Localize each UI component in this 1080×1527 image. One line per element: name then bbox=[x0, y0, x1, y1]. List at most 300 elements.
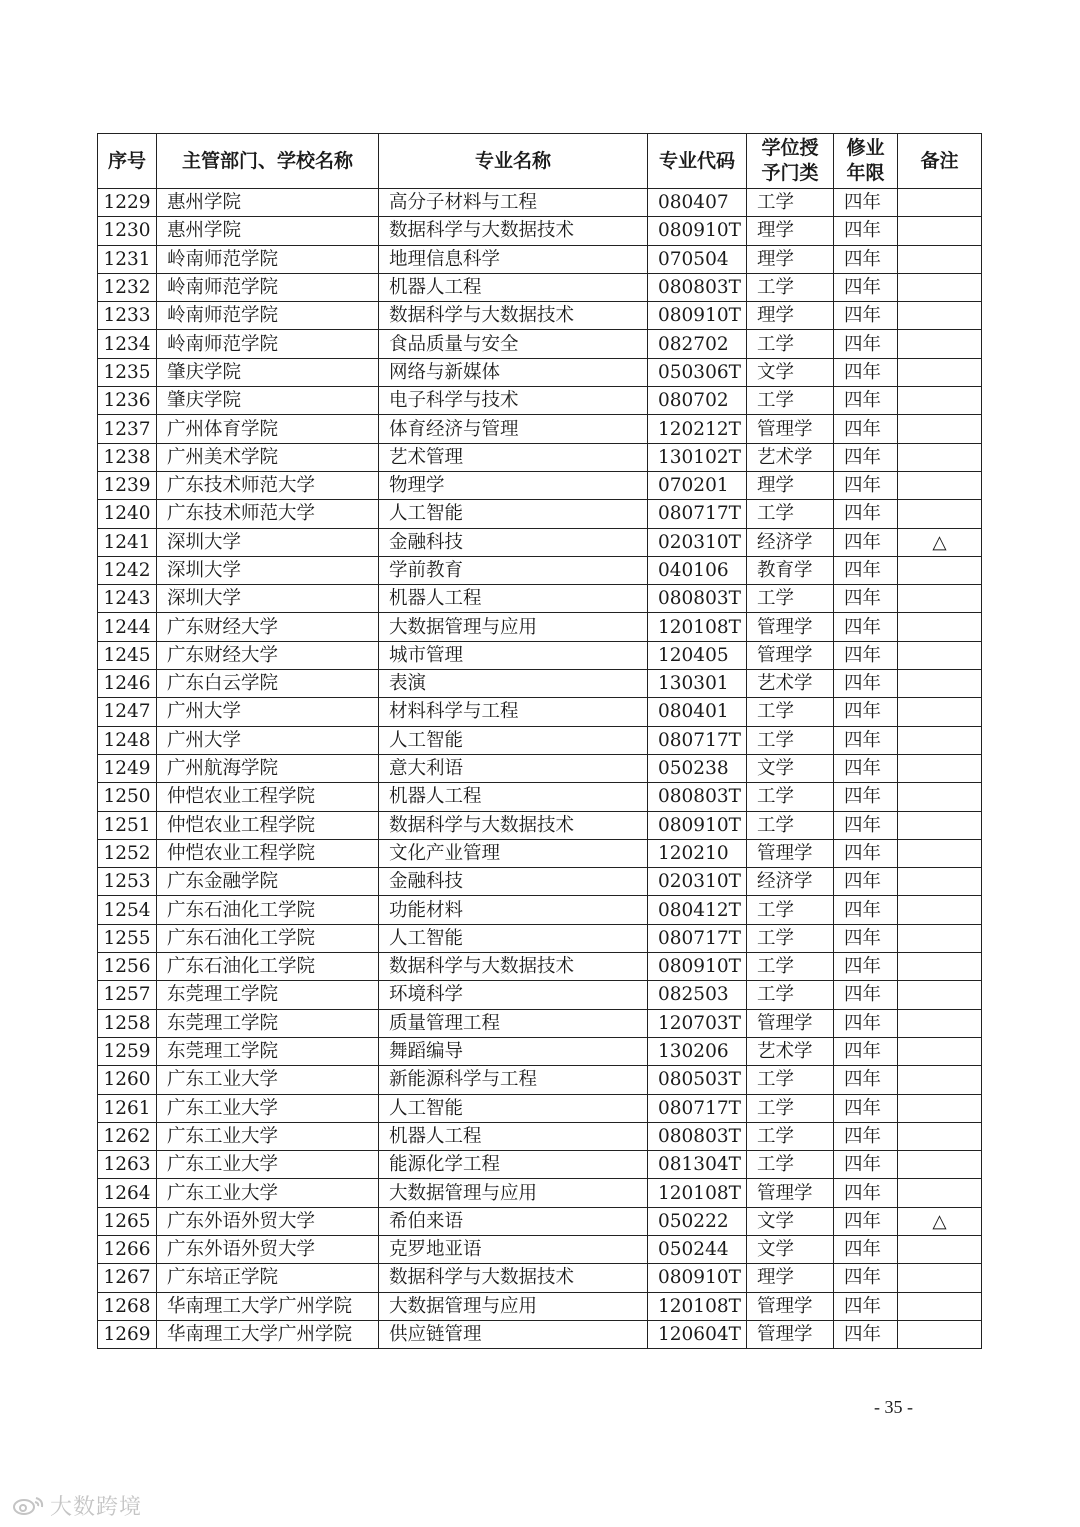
cell-code: 080803T bbox=[648, 783, 747, 811]
cell-category: 艺术学 bbox=[747, 443, 834, 471]
cell-category: 文学 bbox=[747, 358, 834, 386]
cell-code: 080910T bbox=[648, 1264, 747, 1292]
cell-years: 四年 bbox=[834, 528, 898, 556]
cell-major: 材料科学与工程 bbox=[379, 698, 648, 726]
cell-years: 四年 bbox=[834, 811, 898, 839]
cell-school: 广州大学 bbox=[157, 726, 379, 754]
cell-code: 080717T bbox=[648, 500, 747, 528]
cell-code: 120604T bbox=[648, 1320, 747, 1348]
cell-note bbox=[898, 1122, 982, 1150]
cell-years: 四年 bbox=[834, 953, 898, 981]
cell-code: 080803T bbox=[648, 273, 747, 301]
cell-years: 四年 bbox=[834, 556, 898, 584]
table-row bbox=[98, 1094, 982, 1122]
cell-code: 080401 bbox=[648, 698, 747, 726]
table-row bbox=[98, 556, 982, 584]
cell-major: 大数据管理与应用 bbox=[379, 613, 648, 641]
table-row bbox=[98, 415, 982, 443]
cell-major: 能源化学工程 bbox=[379, 1151, 648, 1179]
cell-major: 地理信息科学 bbox=[379, 245, 648, 273]
cell-major: 新能源科学与工程 bbox=[379, 1066, 648, 1094]
cell-school: 广东工业大学 bbox=[157, 1151, 379, 1179]
cell-category: 理学 bbox=[747, 302, 834, 330]
cell-seq: 1250 bbox=[98, 783, 157, 811]
cell-years: 四年 bbox=[834, 896, 898, 924]
cell-seq: 1247 bbox=[98, 698, 157, 726]
cell-major: 网络与新媒体 bbox=[379, 358, 648, 386]
cell-seq: 1231 bbox=[98, 245, 157, 273]
cell-category: 工学 bbox=[747, 330, 834, 358]
cell-seq: 1230 bbox=[98, 217, 157, 245]
cell-major: 质量管理工程 bbox=[379, 1009, 648, 1037]
cell-note bbox=[898, 1179, 982, 1207]
cell-note bbox=[898, 726, 982, 754]
cell-code: 120405 bbox=[648, 641, 747, 669]
cell-category: 工学 bbox=[747, 811, 834, 839]
cell-school: 肇庆学院 bbox=[157, 358, 379, 386]
cell-category: 理学 bbox=[747, 471, 834, 499]
header-major: 专业名称 bbox=[379, 134, 648, 189]
cell-major: 舞蹈编导 bbox=[379, 1037, 648, 1065]
cell-note bbox=[898, 556, 982, 584]
page-number: - 35 - bbox=[874, 1397, 913, 1417]
cell-school: 广州航海学院 bbox=[157, 754, 379, 782]
cell-years: 四年 bbox=[834, 330, 898, 358]
table-row bbox=[98, 896, 982, 924]
table-row bbox=[98, 1066, 982, 1094]
cell-category: 管理学 bbox=[747, 415, 834, 443]
cell-years: 四年 bbox=[834, 500, 898, 528]
cell-school: 惠州学院 bbox=[157, 217, 379, 245]
cell-seq: 1240 bbox=[98, 500, 157, 528]
cell-code: 081304T bbox=[648, 1151, 747, 1179]
cell-seq: 1238 bbox=[98, 443, 157, 471]
cell-years: 四年 bbox=[834, 387, 898, 415]
table-row bbox=[98, 358, 982, 386]
cell-note bbox=[898, 1235, 982, 1263]
cell-seq: 1266 bbox=[98, 1235, 157, 1263]
cell-code: 080910T bbox=[648, 811, 747, 839]
cell-years: 四年 bbox=[834, 1122, 898, 1150]
table-row bbox=[98, 330, 982, 358]
header-note: 备注 bbox=[898, 134, 982, 189]
cell-school: 广东外语外贸大学 bbox=[157, 1207, 379, 1235]
cell-major: 城市管理 bbox=[379, 641, 648, 669]
cell-seq: 1234 bbox=[98, 330, 157, 358]
cell-seq: 1246 bbox=[98, 670, 157, 698]
cell-note: △ bbox=[898, 528, 982, 556]
cell-major: 机器人工程 bbox=[379, 783, 648, 811]
cell-major: 人工智能 bbox=[379, 924, 648, 952]
cell-code: 080803T bbox=[648, 585, 747, 613]
cell-years: 四年 bbox=[834, 981, 898, 1009]
cell-major: 艺术管理 bbox=[379, 443, 648, 471]
cell-code: 120210 bbox=[648, 839, 747, 867]
cell-category: 工学 bbox=[747, 273, 834, 301]
cell-school: 广东金融学院 bbox=[157, 868, 379, 896]
cell-years: 四年 bbox=[834, 1094, 898, 1122]
cell-years: 四年 bbox=[834, 1037, 898, 1065]
cell-major: 数据科学与大数据技术 bbox=[379, 1264, 648, 1292]
table-row bbox=[98, 839, 982, 867]
cell-code: 120703T bbox=[648, 1009, 747, 1037]
watermark bbox=[12, 1490, 142, 1522]
cell-major: 文化产业管理 bbox=[379, 839, 648, 867]
cell-school: 广东工业大学 bbox=[157, 1179, 379, 1207]
cell-school: 广东财经大学 bbox=[157, 641, 379, 669]
cell-major: 供应链管理 bbox=[379, 1320, 648, 1348]
cell-note bbox=[898, 981, 982, 1009]
table-row bbox=[98, 471, 982, 499]
cell-school: 惠州学院 bbox=[157, 189, 379, 217]
table-row bbox=[98, 613, 982, 641]
cell-years: 四年 bbox=[834, 302, 898, 330]
cell-school: 东莞理工学院 bbox=[157, 1037, 379, 1065]
cell-note bbox=[898, 1151, 982, 1179]
table-row bbox=[98, 189, 982, 217]
cell-years: 四年 bbox=[834, 1207, 898, 1235]
cell-school: 广东财经大学 bbox=[157, 613, 379, 641]
cell-seq: 1259 bbox=[98, 1037, 157, 1065]
cell-years: 四年 bbox=[834, 613, 898, 641]
cell-school: 仲恺农业工程学院 bbox=[157, 811, 379, 839]
cell-seq: 1258 bbox=[98, 1009, 157, 1037]
cell-code: 080412T bbox=[648, 896, 747, 924]
cell-seq: 1236 bbox=[98, 387, 157, 415]
table-row bbox=[98, 443, 982, 471]
cell-years: 四年 bbox=[834, 1009, 898, 1037]
cell-category: 工学 bbox=[747, 1122, 834, 1150]
cell-school: 广东技术师范大学 bbox=[157, 471, 379, 499]
cell-note bbox=[898, 868, 982, 896]
cell-major: 数据科学与大数据技术 bbox=[379, 302, 648, 330]
cell-code: 080910T bbox=[648, 302, 747, 330]
cell-major: 电子科学与技术 bbox=[379, 387, 648, 415]
cell-category: 文学 bbox=[747, 1207, 834, 1235]
majors-table bbox=[97, 133, 982, 1349]
cell-years: 四年 bbox=[834, 924, 898, 952]
cell-major: 金融科技 bbox=[379, 528, 648, 556]
cell-major: 数据科学与大数据技术 bbox=[379, 953, 648, 981]
cell-years: 四年 bbox=[834, 443, 898, 471]
cell-seq: 1252 bbox=[98, 839, 157, 867]
cell-major: 人工智能 bbox=[379, 726, 648, 754]
cell-seq: 1239 bbox=[98, 471, 157, 499]
cell-code: 080407 bbox=[648, 189, 747, 217]
cell-category: 工学 bbox=[747, 896, 834, 924]
cell-major: 人工智能 bbox=[379, 1094, 648, 1122]
cell-note bbox=[898, 189, 982, 217]
table-row bbox=[98, 500, 982, 528]
cell-major: 大数据管理与应用 bbox=[379, 1292, 648, 1320]
cell-seq: 1265 bbox=[98, 1207, 157, 1235]
cell-category: 艺术学 bbox=[747, 670, 834, 698]
cell-category: 文学 bbox=[747, 754, 834, 782]
cell-code: 040106 bbox=[648, 556, 747, 584]
cell-school: 广东外语外贸大学 bbox=[157, 1235, 379, 1263]
cell-school: 岭南师范学院 bbox=[157, 273, 379, 301]
cell-major: 环境科学 bbox=[379, 981, 648, 1009]
table-row bbox=[98, 1179, 982, 1207]
cell-school: 深圳大学 bbox=[157, 556, 379, 584]
cell-code: 050244 bbox=[648, 1235, 747, 1263]
cell-school: 广东技术师范大学 bbox=[157, 500, 379, 528]
cell-code: 080803T bbox=[648, 1122, 747, 1150]
cell-seq: 1268 bbox=[98, 1292, 157, 1320]
cell-school: 仲恺农业工程学院 bbox=[157, 783, 379, 811]
watermark-text: 大数跨境 bbox=[50, 1495, 143, 1520]
cell-category: 管理学 bbox=[747, 839, 834, 867]
header-code: 专业代码 bbox=[648, 134, 747, 189]
cell-category: 管理学 bbox=[747, 641, 834, 669]
cell-seq: 1241 bbox=[98, 528, 157, 556]
cell-school: 广东石油化工学院 bbox=[157, 924, 379, 952]
table-row bbox=[98, 1235, 982, 1263]
cell-years: 四年 bbox=[834, 839, 898, 867]
table-row bbox=[98, 1207, 982, 1235]
cell-category: 理学 bbox=[747, 217, 834, 245]
cell-seq: 1255 bbox=[98, 924, 157, 952]
cell-category: 管理学 bbox=[747, 1292, 834, 1320]
cell-major: 体育经济与管理 bbox=[379, 415, 648, 443]
table-row bbox=[98, 981, 982, 1009]
cell-note bbox=[898, 500, 982, 528]
cell-major: 数据科学与大数据技术 bbox=[379, 811, 648, 839]
cell-major: 机器人工程 bbox=[379, 585, 648, 613]
cell-seq: 1245 bbox=[98, 641, 157, 669]
cell-years: 四年 bbox=[834, 1235, 898, 1263]
table-body bbox=[98, 189, 982, 1349]
cell-major: 功能材料 bbox=[379, 896, 648, 924]
table-row bbox=[98, 273, 982, 301]
table-row bbox=[98, 217, 982, 245]
cell-school: 华南理工大学广州学院 bbox=[157, 1320, 379, 1348]
cell-note bbox=[898, 471, 982, 499]
table-row bbox=[98, 1037, 982, 1065]
cell-major: 机器人工程 bbox=[379, 273, 648, 301]
header-category: 学位授 予门类 bbox=[747, 134, 834, 189]
cell-seq: 1232 bbox=[98, 273, 157, 301]
cell-school: 广东白云学院 bbox=[157, 670, 379, 698]
cell-code: 020310T bbox=[648, 528, 747, 556]
cell-years: 四年 bbox=[834, 783, 898, 811]
table-row bbox=[98, 245, 982, 273]
cell-code: 080717T bbox=[648, 924, 747, 952]
cell-code: 070504 bbox=[648, 245, 747, 273]
cell-note bbox=[898, 1320, 982, 1348]
cell-category: 管理学 bbox=[747, 1009, 834, 1037]
cell-years: 四年 bbox=[834, 415, 898, 443]
cell-category: 管理学 bbox=[747, 1320, 834, 1348]
cell-code: 050306T bbox=[648, 358, 747, 386]
table-row bbox=[98, 1264, 982, 1292]
table-row bbox=[98, 302, 982, 330]
table-row bbox=[98, 641, 982, 669]
cell-note bbox=[898, 953, 982, 981]
cell-category: 工学 bbox=[747, 500, 834, 528]
cell-seq: 1242 bbox=[98, 556, 157, 584]
cell-years: 四年 bbox=[834, 1151, 898, 1179]
cell-category: 经济学 bbox=[747, 528, 834, 556]
cell-seq: 1251 bbox=[98, 811, 157, 839]
cell-note bbox=[898, 443, 982, 471]
cell-years: 四年 bbox=[834, 1320, 898, 1348]
cell-years: 四年 bbox=[834, 471, 898, 499]
cell-school: 广州大学 bbox=[157, 698, 379, 726]
cell-category: 理学 bbox=[747, 245, 834, 273]
table-row bbox=[98, 387, 982, 415]
cell-years: 四年 bbox=[834, 754, 898, 782]
cell-years: 四年 bbox=[834, 726, 898, 754]
cell-note bbox=[898, 1037, 982, 1065]
header-years: 修业 年限 bbox=[834, 134, 898, 189]
table-row bbox=[98, 698, 982, 726]
cell-seq: 1263 bbox=[98, 1151, 157, 1179]
cell-note bbox=[898, 924, 982, 952]
cell-school: 广东培正学院 bbox=[157, 1264, 379, 1292]
cell-code: 120212T bbox=[648, 415, 747, 443]
table-row bbox=[98, 1320, 982, 1348]
cell-major: 希伯来语 bbox=[379, 1207, 648, 1235]
cell-note bbox=[898, 585, 982, 613]
cell-years: 四年 bbox=[834, 868, 898, 896]
cell-school: 广东工业大学 bbox=[157, 1066, 379, 1094]
cell-school: 广东石油化工学院 bbox=[157, 896, 379, 924]
cell-school: 广州美术学院 bbox=[157, 443, 379, 471]
cell-school: 仲恺农业工程学院 bbox=[157, 839, 379, 867]
cell-years: 四年 bbox=[834, 1179, 898, 1207]
cell-note bbox=[898, 613, 982, 641]
cell-years: 四年 bbox=[834, 641, 898, 669]
cell-seq: 1248 bbox=[98, 726, 157, 754]
cell-category: 工学 bbox=[747, 726, 834, 754]
cell-major: 高分子材料与工程 bbox=[379, 189, 648, 217]
cell-note bbox=[898, 754, 982, 782]
cell-school: 岭南师范学院 bbox=[157, 245, 379, 273]
cell-seq: 1262 bbox=[98, 1122, 157, 1150]
cell-category: 工学 bbox=[747, 924, 834, 952]
cell-years: 四年 bbox=[834, 585, 898, 613]
cell-code: 120108T bbox=[648, 613, 747, 641]
cell-code: 080503T bbox=[648, 1066, 747, 1094]
cell-major: 数据科学与大数据技术 bbox=[379, 217, 648, 245]
cell-school: 广州体育学院 bbox=[157, 415, 379, 443]
cell-note bbox=[898, 415, 982, 443]
cell-school: 深圳大学 bbox=[157, 528, 379, 556]
cell-note bbox=[898, 330, 982, 358]
cell-seq: 1235 bbox=[98, 358, 157, 386]
cell-code: 120108T bbox=[648, 1179, 747, 1207]
cell-seq: 1257 bbox=[98, 981, 157, 1009]
cell-category: 工学 bbox=[747, 585, 834, 613]
cell-major: 食品质量与安全 bbox=[379, 330, 648, 358]
table-row bbox=[98, 670, 982, 698]
cell-category: 工学 bbox=[747, 783, 834, 811]
cell-major: 大数据管理与应用 bbox=[379, 1179, 648, 1207]
cell-note bbox=[898, 217, 982, 245]
cell-years: 四年 bbox=[834, 273, 898, 301]
table-row bbox=[98, 528, 982, 556]
cell-code: 082503 bbox=[648, 981, 747, 1009]
cell-major: 机器人工程 bbox=[379, 1122, 648, 1150]
cell-seq: 1237 bbox=[98, 415, 157, 443]
cell-note: △ bbox=[898, 1207, 982, 1235]
cell-code: 130102T bbox=[648, 443, 747, 471]
table-row bbox=[98, 953, 982, 981]
cell-category: 管理学 bbox=[747, 613, 834, 641]
cell-note bbox=[898, 302, 982, 330]
table-row bbox=[98, 726, 982, 754]
cell-major: 学前教育 bbox=[379, 556, 648, 584]
cell-code: 050238 bbox=[648, 754, 747, 782]
cell-school: 广东石油化工学院 bbox=[157, 953, 379, 981]
cell-note bbox=[898, 273, 982, 301]
cell-category: 管理学 bbox=[747, 1179, 834, 1207]
cell-category: 理学 bbox=[747, 1264, 834, 1292]
cell-category: 艺术学 bbox=[747, 1037, 834, 1065]
cell-category: 文学 bbox=[747, 1235, 834, 1263]
cell-category: 工学 bbox=[747, 953, 834, 981]
cell-note bbox=[898, 670, 982, 698]
cell-seq: 1233 bbox=[98, 302, 157, 330]
cell-years: 四年 bbox=[834, 1066, 898, 1094]
cell-major: 克罗地亚语 bbox=[379, 1235, 648, 1263]
cell-note bbox=[898, 698, 982, 726]
cell-note bbox=[898, 1009, 982, 1037]
cell-note bbox=[898, 896, 982, 924]
cell-seq: 1256 bbox=[98, 953, 157, 981]
cell-school: 肇庆学院 bbox=[157, 387, 379, 415]
cell-code: 082702 bbox=[648, 330, 747, 358]
cell-years: 四年 bbox=[834, 358, 898, 386]
cell-note bbox=[898, 641, 982, 669]
cell-note bbox=[898, 1292, 982, 1320]
cell-years: 四年 bbox=[834, 189, 898, 217]
cell-seq: 1264 bbox=[98, 1179, 157, 1207]
header-seq: 序号 bbox=[98, 134, 157, 189]
cell-years: 四年 bbox=[834, 217, 898, 245]
cell-code: 080717T bbox=[648, 726, 747, 754]
cell-note bbox=[898, 387, 982, 415]
cell-category: 工学 bbox=[747, 189, 834, 217]
cell-code: 080910T bbox=[648, 217, 747, 245]
cell-seq: 1260 bbox=[98, 1066, 157, 1094]
cell-category: 工学 bbox=[747, 1066, 834, 1094]
cell-school: 岭南师范学院 bbox=[157, 330, 379, 358]
cell-category: 工学 bbox=[747, 981, 834, 1009]
cell-major: 物理学 bbox=[379, 471, 648, 499]
cell-seq: 1269 bbox=[98, 1320, 157, 1348]
cell-major: 人工智能 bbox=[379, 500, 648, 528]
cell-category: 工学 bbox=[747, 1094, 834, 1122]
table-row bbox=[98, 1122, 982, 1150]
weibo-logo-icon bbox=[12, 1494, 46, 1522]
cell-code: 130206 bbox=[648, 1037, 747, 1065]
table-header-row bbox=[98, 134, 982, 189]
cell-school: 东莞理工学院 bbox=[157, 1009, 379, 1037]
cell-school: 广东工业大学 bbox=[157, 1094, 379, 1122]
cell-code: 130301 bbox=[648, 670, 747, 698]
cell-seq: 1243 bbox=[98, 585, 157, 613]
cell-school: 东莞理工学院 bbox=[157, 981, 379, 1009]
cell-seq: 1253 bbox=[98, 868, 157, 896]
cell-major: 表演 bbox=[379, 670, 648, 698]
cell-major: 金融科技 bbox=[379, 868, 648, 896]
cell-code: 080717T bbox=[648, 1094, 747, 1122]
cell-seq: 1261 bbox=[98, 1094, 157, 1122]
cell-school: 广东工业大学 bbox=[157, 1122, 379, 1150]
cell-note bbox=[898, 783, 982, 811]
